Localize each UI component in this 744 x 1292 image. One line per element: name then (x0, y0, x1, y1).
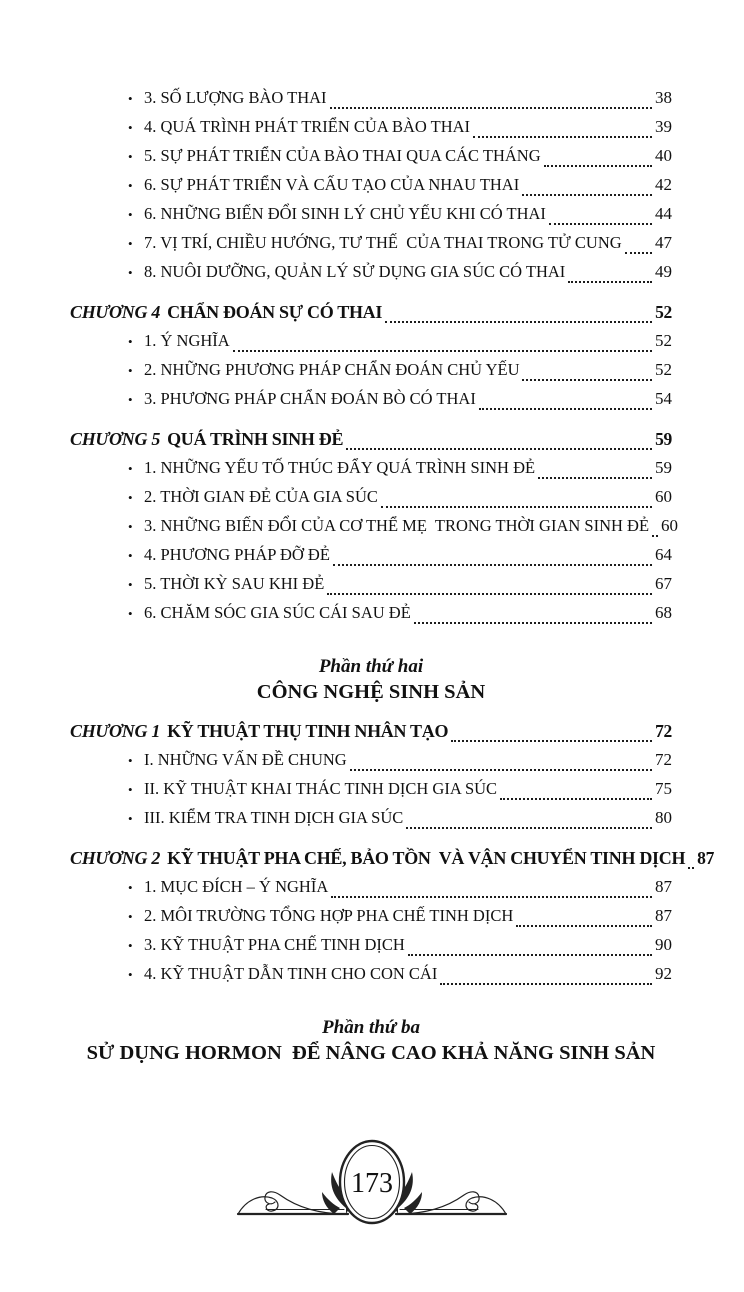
ornament-flourish-graphic (222, 1138, 522, 1238)
toc-entry-label: 3. NHỮNG BIẾN ĐỔI CỦA CƠ THỂ MẸ TRONG THỜI GIAN SINH ĐẺ (144, 516, 650, 535)
dot-leader (516, 925, 652, 927)
toc-entry (70, 356, 672, 385)
toc-entry-label: 1. MỤC ĐÍCH – Ý NGHĨA (144, 877, 329, 896)
toc-entry (70, 931, 672, 960)
toc-chapter-entry (70, 424, 672, 454)
toc-page-number: 38 (655, 88, 672, 107)
toc-entry-label: III. KIỂM TRA TINH DỊCH GIA SÚC (144, 808, 404, 827)
toc-entry (70, 775, 672, 804)
toc-entry (70, 512, 679, 541)
toc-chapter-entry (70, 297, 672, 327)
dot-leader (522, 194, 652, 196)
toc-page-number: 72 (655, 721, 672, 741)
toc-entry (70, 804, 672, 833)
bullet-icon: • (128, 909, 133, 924)
bullet-icon: • (128, 178, 133, 193)
toc-page-number: 80 (655, 808, 672, 827)
dot-leader (408, 954, 652, 956)
bullet-icon: • (128, 149, 133, 164)
dot-leader (330, 107, 652, 109)
toc-entry (70, 258, 672, 287)
toc-page-number: 92 (655, 964, 672, 983)
dot-leader (385, 321, 652, 323)
toc-entry (70, 200, 672, 229)
part-name-label: Phần thứ ba (322, 1017, 420, 1038)
dot-leader (331, 896, 652, 898)
toc-entry (70, 541, 672, 570)
toc-page-number: 39 (655, 117, 672, 136)
page-number: 173 (351, 1168, 393, 1199)
bullet-icon: • (128, 120, 133, 135)
bullet-icon: • (128, 938, 133, 953)
toc-entry-label: 2. NHỮNG PHƯƠNG PHÁP CHẨN ĐOÁN CHỦ YẾU (144, 360, 520, 379)
toc-page-number: 47 (655, 233, 672, 252)
bullet-icon: • (128, 461, 133, 476)
bullet-icon: • (128, 606, 133, 621)
bullet-icon: • (128, 490, 133, 505)
bullet-icon: • (128, 577, 133, 592)
bullet-icon: • (128, 519, 133, 534)
part-heading (70, 1015, 672, 1067)
dot-leader (500, 798, 652, 800)
dot-leader (568, 281, 652, 283)
part-name-label: Phần thứ hai (318, 656, 424, 677)
chapter-title-label: KỸ THUẬT THỤ TINH NHÂN TẠO (167, 721, 449, 741)
toc-entry (70, 483, 672, 512)
dot-leader (451, 740, 652, 742)
toc-entry (70, 229, 672, 258)
bullet-icon: • (128, 363, 133, 378)
toc-page-number: 87 (697, 848, 715, 868)
toc-entry (70, 385, 672, 414)
dot-leader (233, 350, 652, 352)
toc-page-number: 59 (655, 458, 672, 477)
part-heading (70, 654, 672, 706)
toc-page-number: 60 (655, 487, 672, 506)
toc-entry (70, 454, 672, 483)
part-title-label: CÔNG NGHỆ SINH SẢN (256, 681, 486, 703)
toc-page-number: 59 (655, 429, 672, 449)
dot-leader (381, 506, 652, 508)
bullet-icon: • (128, 207, 133, 222)
chapter-number-label: CHƯƠNG 5 (70, 429, 161, 449)
toc-entry (70, 142, 672, 171)
dot-leader (549, 223, 652, 225)
toc-entry-label: 4. KỸ THUẬT DẪN TINH CHO CON CÁI (144, 964, 438, 983)
toc-entry-label: I. NHỮNG VẤN ĐỀ CHUNG (144, 750, 347, 769)
bullet-icon: • (128, 880, 133, 895)
dot-leader (327, 593, 652, 595)
toc-entry-label: 4. QUÁ TRÌNH PHÁT TRIỂN CỦA BÀO THAI (144, 117, 471, 136)
dot-leader (652, 535, 658, 537)
toc-page-number: 52 (655, 302, 672, 322)
page-number-ornament (222, 1138, 522, 1238)
toc-page-number: 87 (655, 906, 672, 925)
toc-entry (70, 84, 672, 113)
toc-entry-label: 5. THỜI KỲ SAU KHI ĐẺ (144, 574, 325, 593)
dot-leader (522, 379, 652, 381)
toc-entry-label: 2. THỜI GIAN ĐẺ CỦA GIA SÚC (144, 487, 378, 506)
dot-leader (440, 983, 652, 985)
toc-entry-label: 5. SỰ PHÁT TRIỂN CỦA BÀO THAI QUA CÁC THÁNG (144, 146, 541, 165)
toc-entry-label: 3. SỐ LƯỢNG BÀO THAI (144, 88, 327, 107)
toc-page-number: 40 (655, 146, 672, 165)
dot-leader (538, 477, 652, 479)
toc-page-number: 44 (655, 204, 672, 223)
toc-entry (70, 327, 672, 356)
dot-leader (544, 165, 652, 167)
toc-entry-label: 1. Ý NGHĨA (144, 331, 230, 350)
part-title-label: SỬ DỤNG HORMON ĐỂ NÂNG CAO KHẢ NĂNG SINH SẢN (86, 1042, 656, 1064)
toc-page-number: 67 (655, 574, 672, 593)
toc-chapter-entry (70, 843, 715, 873)
bullet-icon: • (128, 753, 133, 768)
toc-entry (70, 960, 672, 989)
bullet-icon: • (128, 782, 133, 797)
toc-page-number: 87 (655, 877, 672, 896)
toc-chapter-entry (70, 716, 672, 746)
bullet-icon: • (128, 334, 133, 349)
dot-leader (346, 448, 652, 450)
toc-entry (70, 570, 672, 599)
bullet-icon: • (128, 91, 133, 106)
bullet-icon: • (128, 967, 133, 982)
bullet-icon: • (128, 392, 133, 407)
chapter-number-label: CHƯƠNG 2 (70, 848, 161, 868)
toc-page-number: 49 (655, 262, 672, 281)
dot-leader (333, 564, 652, 566)
dot-leader (625, 252, 652, 254)
toc-page-number: 60 (661, 516, 679, 535)
bullet-icon: • (128, 265, 133, 280)
toc-page-number: 52 (655, 331, 672, 350)
toc-entry-label: 8. NUÔI DƯỠNG, QUẢN LÝ SỬ DỤNG GIA SÚC CÓ THAI (144, 262, 566, 281)
toc-entry (70, 873, 672, 902)
toc-page-number: 68 (655, 603, 672, 622)
toc-entry-label: 1. NHỮNG YẾU TỐ THÚC ĐẨY QUÁ TRÌNH SINH ĐẺ (144, 458, 536, 477)
toc-page-number: 42 (655, 175, 672, 194)
toc-entry-label: 6. CHĂM SÓC GIA SÚC CÁI SAU ĐẺ (144, 603, 411, 622)
toc-entry (70, 902, 672, 931)
dot-leader (479, 408, 652, 410)
toc-entry-label: 7. VỊ TRÍ, CHIỀU HƯỚNG, TƯ THẾ CỦA THAI TRONG TỬ CUNG (144, 233, 622, 252)
bullet-icon: • (128, 811, 133, 826)
toc-entry (70, 171, 672, 200)
toc-page-number: 75 (655, 779, 672, 798)
chapter-title-label: CHẨN ĐOÁN SỰ CÓ THAI (167, 302, 383, 322)
toc-entry-label: 6. NHỮNG BIẾN ĐỔI SINH LÝ CHỦ YẾU KHI CÓ THAI (144, 204, 546, 223)
toc-entry (70, 599, 672, 628)
chapter-title-label: KỸ THUẬT PHA CHẾ, BẢO TỒN VÀ VẬN CHUYỂN TINH DỊCH (167, 848, 686, 868)
table-of-contents (70, 84, 715, 1077)
toc-entry-label: 2. MÔI TRƯỜNG TỔNG HỢP PHA CHẾ TINH DỊCH (144, 906, 514, 925)
toc-entry-label: 3. KỸ THUẬT PHA CHẾ TINH DỊCH (144, 935, 405, 954)
bullet-icon: • (128, 236, 133, 251)
toc-entry (70, 746, 672, 775)
chapter-number-label: CHƯƠNG 1 (70, 721, 161, 741)
toc-entry (70, 113, 672, 142)
dot-leader (414, 622, 652, 624)
toc-page-number: 90 (655, 935, 672, 954)
bullet-icon: • (128, 548, 133, 563)
toc-entry-label: 4. PHƯƠNG PHÁP ĐỠ ĐẺ (144, 545, 330, 564)
toc-entry-label: 6. SỰ PHÁT TRIỂN VÀ CẤU TẠO CỦA NHAU THAI (144, 175, 520, 194)
toc-page-number: 72 (655, 750, 672, 769)
chapter-title-label: QUÁ TRÌNH SINH ĐẺ (167, 429, 344, 449)
chapter-number-label: CHƯƠNG 4 (70, 302, 161, 322)
toc-entry-label: II. KỸ THUẬT KHAI THÁC TINH DỊCH GIA SÚC (144, 779, 498, 798)
dot-leader (473, 136, 652, 138)
toc-page-number: 52 (655, 360, 672, 379)
dot-leader (406, 827, 652, 829)
dot-leader (350, 769, 652, 771)
dot-leader (688, 867, 694, 869)
toc-page-number: 64 (655, 545, 672, 564)
toc-page-number: 54 (655, 389, 672, 408)
toc-entry-label: 3. PHƯƠNG PHÁP CHẨN ĐOÁN BÒ CÓ THAI (144, 389, 476, 408)
